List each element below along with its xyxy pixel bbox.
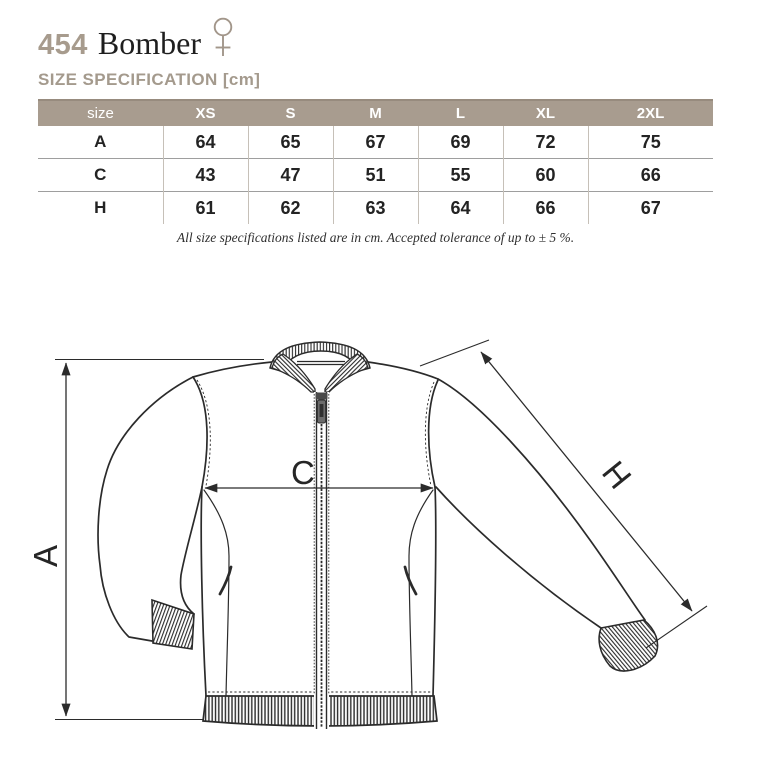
size-value: 66	[588, 159, 713, 192]
size-value: 64	[418, 192, 503, 225]
product-code: 454	[38, 29, 88, 61]
size-value: 69	[418, 126, 503, 159]
size-value: 60	[503, 159, 588, 192]
row-label: H	[38, 192, 163, 225]
column-header-size: size	[38, 100, 163, 126]
column-header-xs: XS	[163, 100, 248, 126]
size-value: 62	[248, 192, 333, 225]
size-value: 55	[418, 159, 503, 192]
dimension-label-c: C	[291, 454, 315, 491]
size-value: 43	[163, 159, 248, 192]
dimension-line-a	[55, 360, 264, 720]
column-header-l: L	[418, 100, 503, 126]
column-header-s: S	[248, 100, 333, 126]
zipper	[314, 392, 329, 729]
column-header-m: M	[333, 100, 418, 126]
size-value: 47	[248, 159, 333, 192]
size-value: 65	[248, 126, 333, 159]
tolerance-note: All size specifications listed are in cm. Accepted tolerance of up to ± 5 %.	[176, 230, 575, 245]
product-name: Bomber	[97, 25, 201, 61]
size-value: 64	[163, 126, 248, 159]
zipper-slider	[316, 393, 328, 424]
size-value: 66	[503, 192, 588, 225]
row-label: C	[38, 159, 163, 192]
size-value: 61	[163, 192, 248, 225]
column-header-xl: XL	[503, 100, 588, 126]
size-value: 51	[333, 159, 418, 192]
right-pocket-mark	[405, 567, 416, 594]
section-title: SIZE SPECIFICATION [cm]	[38, 70, 261, 89]
dimension-label-h: H	[595, 453, 639, 496]
size-value: 67	[588, 192, 713, 225]
column-header-2xl: 2XL	[588, 100, 713, 126]
dimension-label-a: A	[27, 544, 64, 568]
collar	[270, 342, 370, 392]
size-value: 75	[588, 126, 713, 159]
size-value: 72	[503, 126, 588, 159]
size-value: 67	[333, 126, 418, 159]
row-label: A	[94, 132, 107, 151]
size-value: 63	[333, 192, 418, 225]
